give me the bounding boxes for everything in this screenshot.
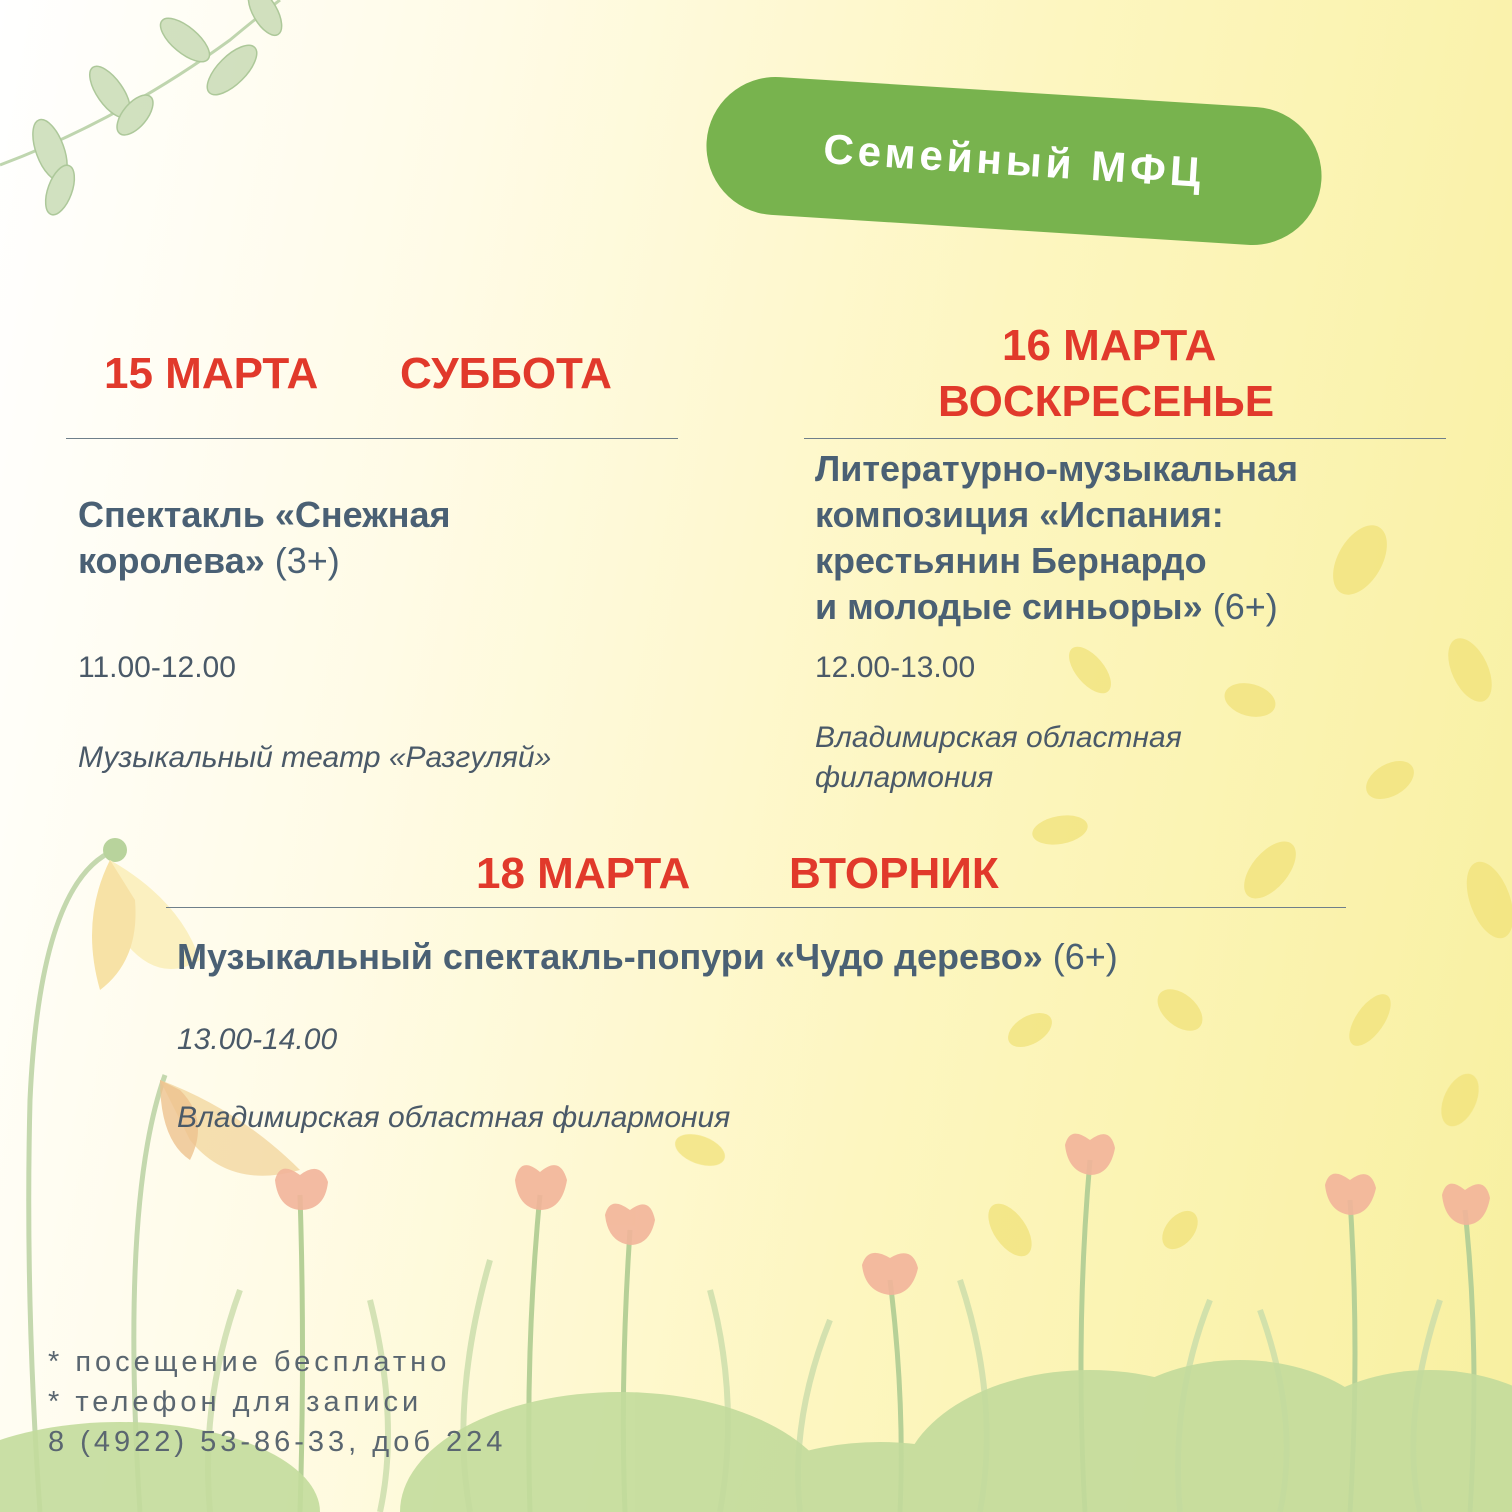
- event-2-place: [815, 718, 1475, 798]
- footer-phone-label: * телефон для записи: [48, 1386, 423, 1418]
- event-1-weekday: СУББОТА: [400, 349, 612, 398]
- event-2-title: [815, 446, 1505, 630]
- event-3-place-line: Владимирская областная филармония: [177, 1101, 731, 1134]
- event-1-age: (3+): [274, 540, 340, 581]
- event-2-place-line: филармония: [815, 761, 994, 794]
- event-2-date: 16 МАРТА: [1002, 321, 1217, 370]
- event-1-divider: [66, 438, 678, 439]
- event-3-weekday: ВТОРНИК: [789, 849, 999, 898]
- event-1-title: [78, 492, 718, 584]
- event-2-title-line: композиция «Испания:: [815, 494, 1224, 535]
- event-1-date: 15 МАРТА: [104, 349, 319, 398]
- event-2-title-line: Литературно-музыкальная: [815, 448, 1298, 489]
- event-1-place-line: Музыкальный театр «Разгуляй»: [78, 741, 552, 774]
- footer-phone-number[interactable]: 8 (4922) 53-86-33, доб 224: [48, 1426, 507, 1458]
- event-3-title: [177, 934, 1377, 980]
- event-2-place-line: Владимирская областная: [815, 721, 1182, 754]
- event-1-place: [78, 738, 551, 778]
- event-3-age: (6+): [1052, 936, 1118, 977]
- event-3-date: 18 МАРТА: [476, 849, 691, 898]
- event-2-title-line: крестьянин Бернардо: [815, 540, 1207, 581]
- event-2-weekday: ВОСКРЕСЕНЬЕ: [938, 377, 1275, 426]
- event-2-title-line: и молодые синьоры»: [815, 586, 1203, 627]
- event-2-age: (6+): [1212, 586, 1278, 627]
- event-2-time: 12.00-13.00: [815, 651, 976, 684]
- footer-notes: [48, 1342, 506, 1462]
- event-3-title-line: Музыкальный спектакль-попури «Чудо дерево»: [177, 936, 1043, 977]
- event-3-divider: [166, 907, 1346, 908]
- footer-free-visit-note: * посещение бесплатно: [48, 1346, 451, 1378]
- badge-label: Семейный МФЦ: [822, 125, 1206, 196]
- event-3-time: 13.00-14.00: [177, 1023, 338, 1056]
- event-1-title-line: Спектакль «Снежная: [78, 494, 451, 535]
- event-1-time: 11.00-12.00: [78, 651, 236, 684]
- event-1-title-line: королева»: [78, 540, 265, 581]
- vine-leaves-decoration: [0, 0, 288, 219]
- event-3-place: [177, 1098, 730, 1138]
- event-2-divider: [804, 438, 1446, 439]
